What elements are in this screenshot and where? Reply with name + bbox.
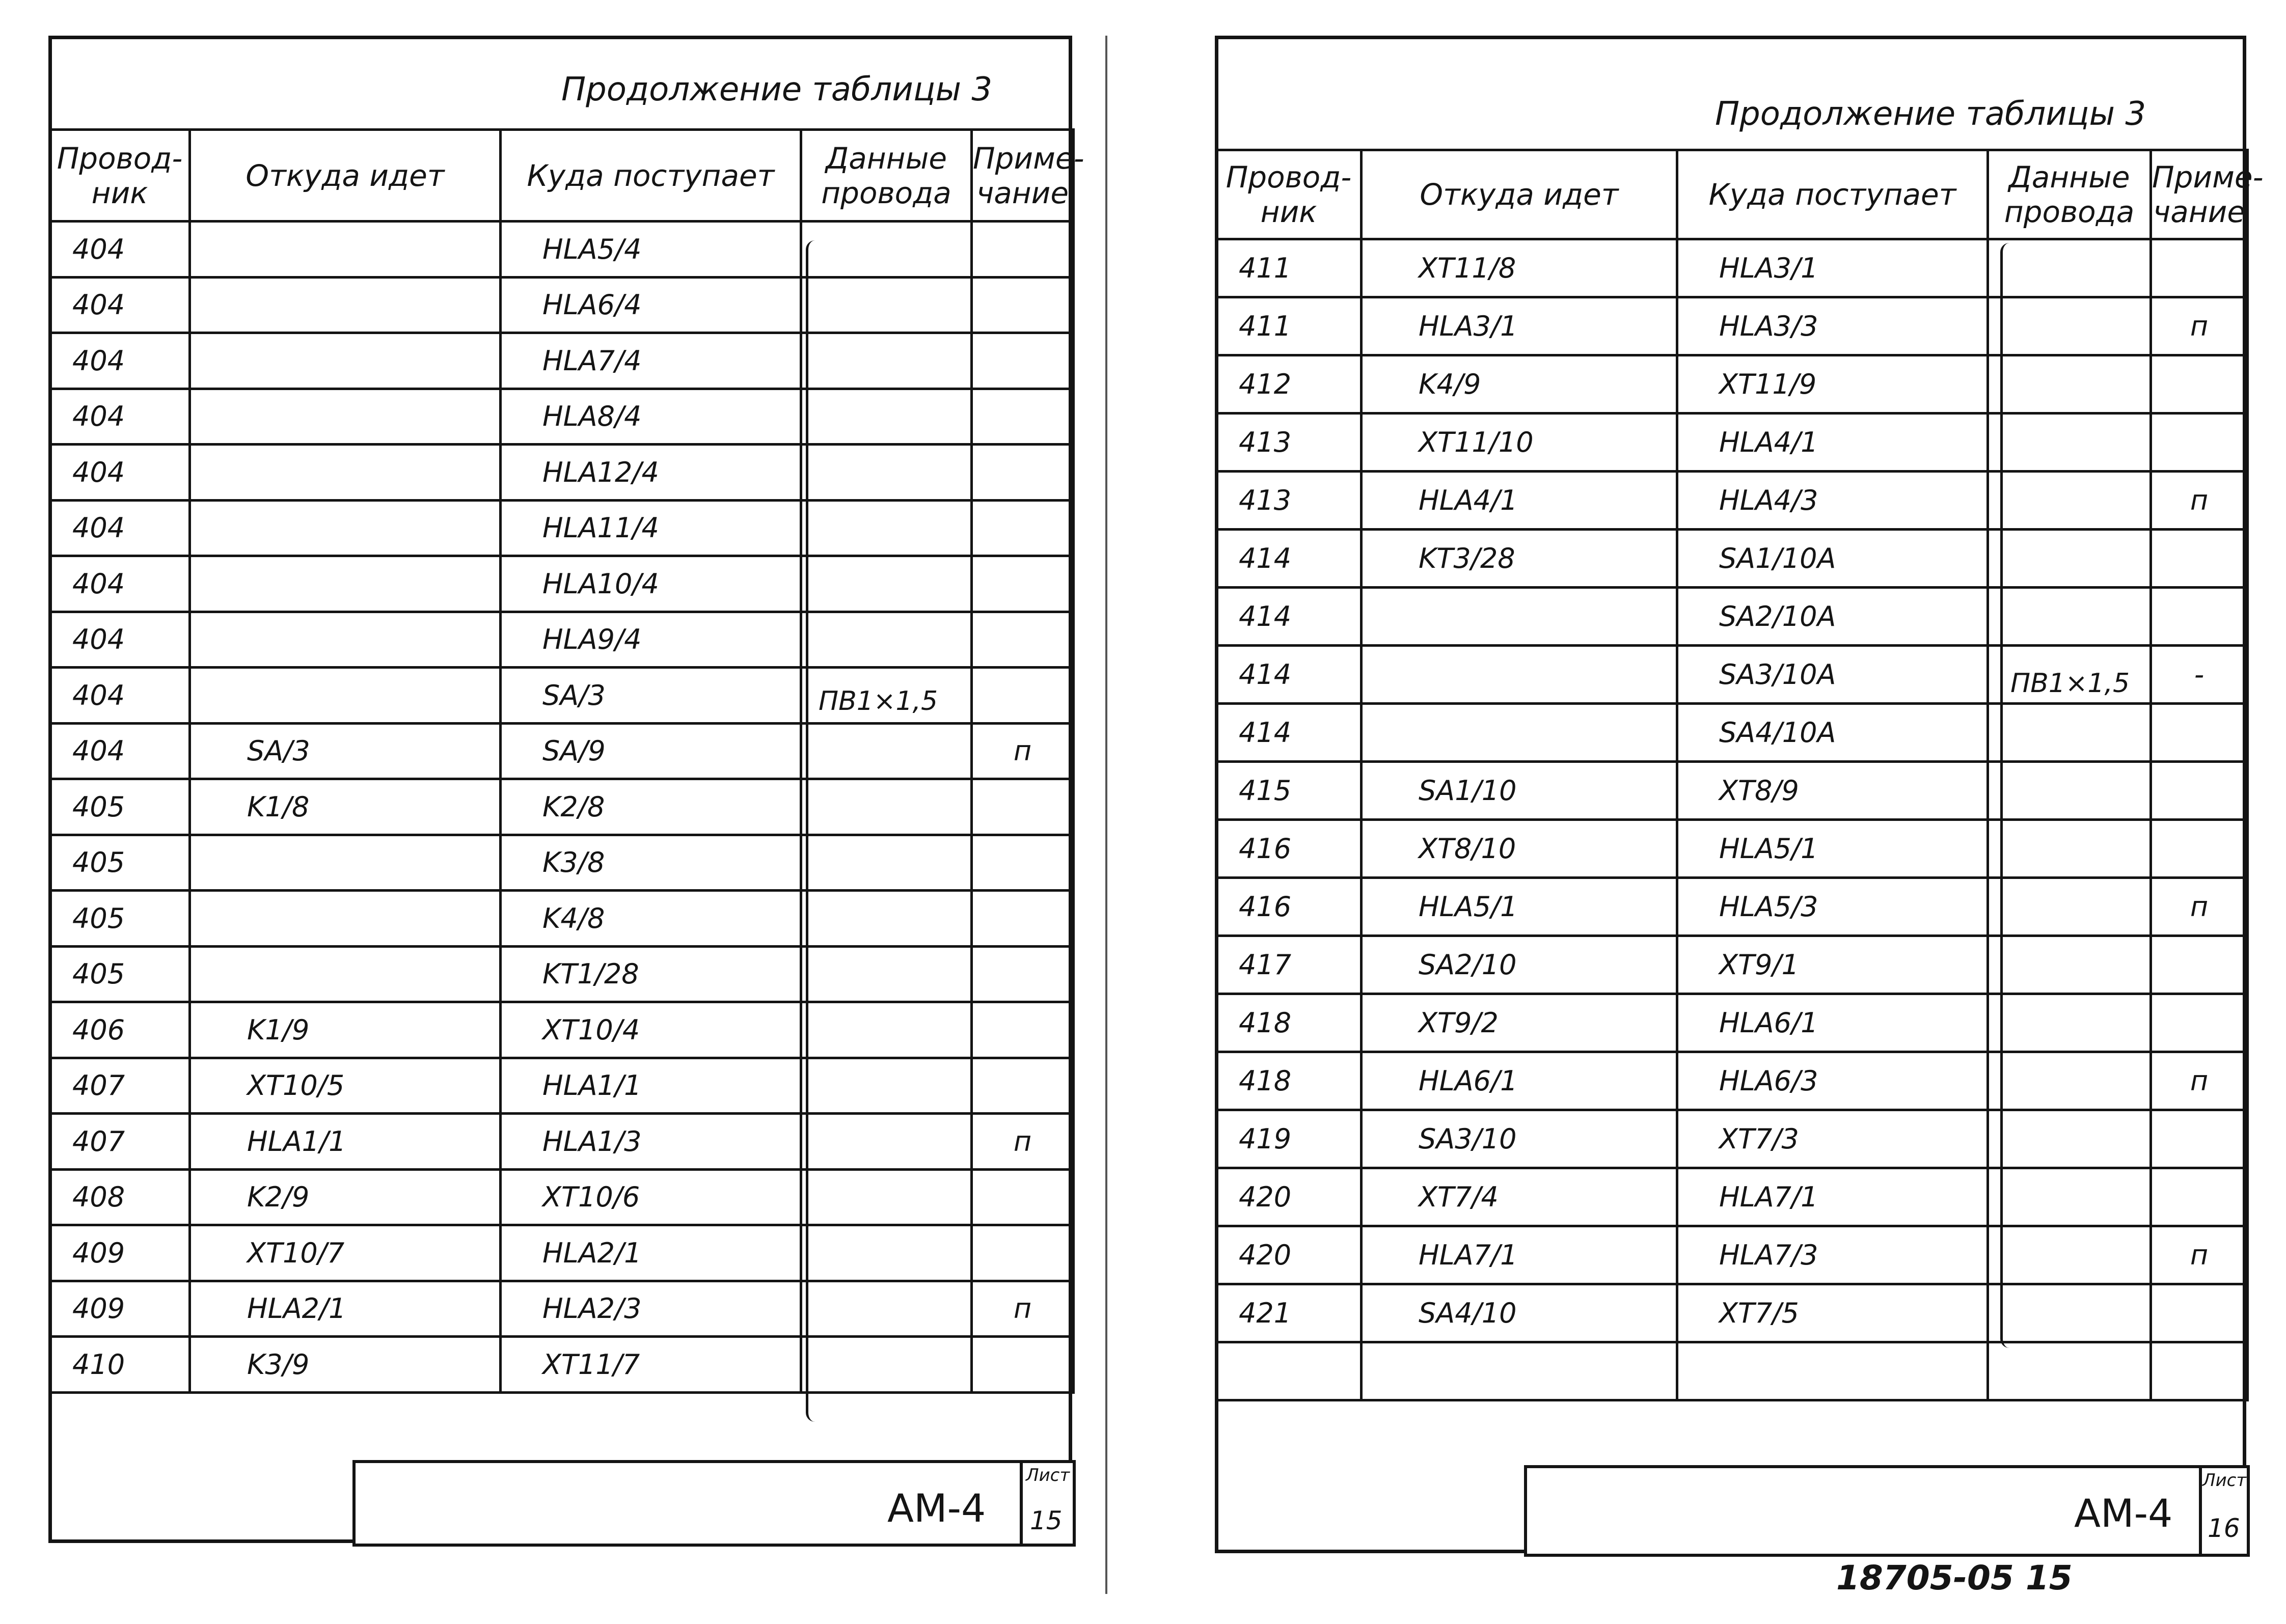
cell-from: K1/8 <box>190 779 501 835</box>
left-sheet-title: Продолжение таблицы 3 <box>561 71 993 108</box>
cell-note <box>2151 820 2248 878</box>
right-data-brace <box>2000 243 2015 1348</box>
table-row <box>50 723 1074 779</box>
cell-wire: 404 <box>50 389 190 445</box>
right-sheet-title: Продолжение таблицы 3 <box>1715 95 2146 133</box>
cell-to: SA2/10A <box>1677 588 1988 646</box>
table-row <box>50 1058 1074 1114</box>
cell-from <box>190 835 501 891</box>
cell-note <box>2151 762 2248 820</box>
cell-from: XT11/10 <box>1362 414 1677 472</box>
page-divider <box>1105 36 1107 1594</box>
cell-wire: 404 <box>50 668 190 724</box>
cell-note <box>972 1058 1074 1114</box>
cell-to: HLA2/3 <box>501 1281 801 1337</box>
cell-wire: 420 <box>1216 1168 1362 1226</box>
cell-note <box>972 277 1074 333</box>
right-table-body <box>1216 239 2248 1400</box>
cell-from <box>1362 646 1677 704</box>
cell-wire: 404 <box>50 500 190 556</box>
header-data: Данные провода <box>801 130 972 222</box>
cell-note <box>972 500 1074 556</box>
cell-wire: 406 <box>50 1002 190 1058</box>
cell-data <box>801 1002 972 1058</box>
cell-wire: 413 <box>1216 472 1362 530</box>
table-row <box>1216 472 2248 530</box>
cell-note <box>972 891 1074 947</box>
table-row <box>50 333 1074 389</box>
cell-wire: 417 <box>1216 936 1362 994</box>
right-sheet-number: 16 <box>2208 1513 2240 1543</box>
cell-to: HLA1/1 <box>501 1058 801 1114</box>
cell-from: HLA2/1 <box>190 1281 501 1337</box>
cell-note <box>972 445 1074 501</box>
cell-from <box>190 556 501 612</box>
cell-to: HLA3/3 <box>1677 297 1988 355</box>
header-from: Откуда идет <box>1362 150 1677 239</box>
table-row <box>50 500 1074 556</box>
table-row <box>1216 588 2248 646</box>
cell-from <box>190 891 501 947</box>
cell-to: HLA10/4 <box>501 556 801 612</box>
header-to: Куда поступает <box>501 130 801 222</box>
cell-wire: 421 <box>1216 1284 1362 1342</box>
cell-to: XT8/9 <box>1677 762 1988 820</box>
cell-note: п <box>972 1114 1074 1170</box>
table-row <box>1216 414 2248 472</box>
cell-wire: 416 <box>1216 820 1362 878</box>
cell-to: HLA7/3 <box>1677 1226 1988 1284</box>
cell-wire: 407 <box>50 1058 190 1114</box>
cell-note: п <box>2151 878 2248 936</box>
header-note: Приме- чание <box>2151 150 2248 239</box>
cell-from <box>190 668 501 724</box>
cell-wire: 413 <box>1216 414 1362 472</box>
table-row <box>1216 1226 2248 1284</box>
cell-wire: 414 <box>1216 704 1362 762</box>
cell-note <box>972 1337 1074 1393</box>
cell-data <box>801 556 972 612</box>
cell-note <box>972 612 1074 668</box>
cell-to: XT9/1 <box>1677 936 1988 994</box>
table-row <box>1216 355 2248 414</box>
cell-data <box>801 723 972 779</box>
cell-from: HLA4/1 <box>1362 472 1677 530</box>
cell-from: K2/9 <box>190 1169 501 1225</box>
table-row <box>50 389 1074 445</box>
cell-wire: 405 <box>50 779 190 835</box>
cell-from: XT9/2 <box>1362 994 1677 1052</box>
cell-note <box>2151 936 2248 994</box>
cell-wire: 409 <box>50 1225 190 1281</box>
table-row <box>50 222 1074 278</box>
table-row <box>1216 994 2248 1052</box>
cell-data <box>801 222 972 278</box>
cell-data <box>801 1337 972 1393</box>
cell-note <box>2151 530 2248 588</box>
cell-data <box>801 333 972 389</box>
cell-note <box>2151 1168 2248 1226</box>
cell-note <box>2151 1284 2248 1342</box>
cell-to: HLA7/1 <box>1677 1168 1988 1226</box>
table-row <box>50 835 1074 891</box>
cell-note <box>2151 994 2248 1052</box>
table-row <box>50 1281 1074 1337</box>
cell-wire: 404 <box>50 556 190 612</box>
cell-wire: 410 <box>50 1337 190 1393</box>
cell-to: HLA4/3 <box>1677 472 1988 530</box>
cell-from: SA3/10 <box>1362 1110 1677 1168</box>
cell-wire: 404 <box>50 723 190 779</box>
cell-to: SA4/10A <box>1677 704 1988 762</box>
cell-wire <box>1216 1342 1362 1400</box>
cell-to: XT11/7 <box>501 1337 801 1393</box>
cell-note <box>972 1169 1074 1225</box>
cell-to: K3/8 <box>501 835 801 891</box>
cell-to: HLA6/1 <box>1677 994 1988 1052</box>
table-row <box>1216 297 2248 355</box>
cell-wire: 412 <box>1216 355 1362 414</box>
table-row <box>50 1225 1074 1281</box>
cell-to: SA/3 <box>501 668 801 724</box>
cell-note: п <box>972 1281 1074 1337</box>
cell-from <box>190 445 501 501</box>
table-row <box>1216 820 2248 878</box>
cell-from: SA4/10 <box>1362 1284 1677 1342</box>
cell-to: K2/8 <box>501 779 801 835</box>
right-doc-code: АМ-4 <box>2074 1491 2173 1536</box>
cell-from: XT7/4 <box>1362 1168 1677 1226</box>
cell-wire: 405 <box>50 946 190 1002</box>
bottom-document-code: 18705-05 15 <box>1836 1558 2073 1598</box>
cell-from: SA2/10 <box>1362 936 1677 994</box>
cell-wire: 419 <box>1216 1110 1362 1168</box>
cell-to: XT10/4 <box>501 1002 801 1058</box>
cell-from <box>190 222 501 278</box>
table-row <box>1216 704 2248 762</box>
cell-note: п <box>2151 297 2248 355</box>
cell-wire: 411 <box>1216 297 1362 355</box>
cell-from <box>190 389 501 445</box>
cell-from: K3/9 <box>190 1337 501 1393</box>
left-doc-code: АМ-4 <box>887 1485 986 1531</box>
cell-data <box>801 1225 972 1281</box>
cell-to: HLA7/4 <box>501 333 801 389</box>
cell-to: HLA1/3 <box>501 1114 801 1170</box>
cell-wire: 414 <box>1216 588 1362 646</box>
cell-to: HLA11/4 <box>501 500 801 556</box>
table-row <box>50 556 1074 612</box>
cell-from: HLA7/1 <box>1362 1226 1677 1284</box>
cell-data <box>801 1058 972 1114</box>
cell-note <box>972 779 1074 835</box>
table-row <box>50 612 1074 668</box>
cell-to: HLA5/3 <box>1677 878 1988 936</box>
cell-data <box>801 891 972 947</box>
cell-from: SA/3 <box>190 723 501 779</box>
cell-to: HLA5/1 <box>1677 820 1988 878</box>
cell-data <box>801 835 972 891</box>
header-wire: Провод- ник <box>1216 150 1362 239</box>
cell-to: HLA5/4 <box>501 222 801 278</box>
table-row <box>1216 239 2248 297</box>
cell-to: HLA2/1 <box>501 1225 801 1281</box>
cell-wire: 408 <box>50 1169 190 1225</box>
cell-from: HLA3/1 <box>1362 297 1677 355</box>
cell-to: SA3/10A <box>1677 646 1988 704</box>
table-row <box>50 891 1074 947</box>
cell-from: SA1/10 <box>1362 762 1677 820</box>
cell-note <box>2151 414 2248 472</box>
cell-data <box>801 779 972 835</box>
left-sheet-number: 15 <box>1030 1506 1063 1535</box>
cell-to: XT11/9 <box>1677 355 1988 414</box>
right-sheet-label: Лист <box>2202 1470 2247 1491</box>
cell-to: HLA8/4 <box>501 389 801 445</box>
cell-data <box>801 445 972 501</box>
cell-note <box>972 389 1074 445</box>
cell-to: SA1/10A <box>1677 530 1988 588</box>
cell-note <box>2151 1110 2248 1168</box>
cell-from <box>190 612 501 668</box>
cell-note: п <box>2151 1226 2248 1284</box>
cell-wire: 411 <box>1216 239 1362 297</box>
cell-from <box>190 277 501 333</box>
cell-from: HLA5/1 <box>1362 878 1677 936</box>
cell-note <box>2151 1342 2248 1400</box>
cell-from <box>190 333 501 389</box>
cell-wire: 405 <box>50 891 190 947</box>
cell-to: XT7/3 <box>1677 1110 1988 1168</box>
cell-wire: 414 <box>1216 530 1362 588</box>
cell-note <box>972 1225 1074 1281</box>
cell-wire: 404 <box>50 445 190 501</box>
cell-note <box>972 1002 1074 1058</box>
cell-from: XT11/8 <box>1362 239 1677 297</box>
cell-note <box>972 222 1074 278</box>
cell-to: HLA9/4 <box>501 612 801 668</box>
cell-data <box>801 500 972 556</box>
header-from: Откуда идет <box>190 130 501 222</box>
cell-data <box>801 1169 972 1225</box>
cell-wire: 407 <box>50 1114 190 1170</box>
right-sheet <box>1215 36 2264 1553</box>
cell-wire: 416 <box>1216 878 1362 936</box>
cell-note: п <box>2151 1052 2248 1110</box>
left-table-body <box>50 222 1074 1393</box>
cell-note: п <box>2151 472 2248 530</box>
cell-to <box>1677 1342 1988 1400</box>
cell-from <box>1362 588 1677 646</box>
right-wire-data: ПВ1×1,5 <box>2010 668 2130 699</box>
cell-note <box>2151 355 2248 414</box>
header-data: Данные провода <box>1988 150 2151 239</box>
cell-data <box>801 1114 972 1170</box>
cell-wire: 414 <box>1216 646 1362 704</box>
table-row <box>50 445 1074 501</box>
table-row <box>1216 1168 2248 1226</box>
cell-wire: 420 <box>1216 1226 1362 1284</box>
cell-data <box>801 389 972 445</box>
left-wire-data: ПВ1×1,5 <box>819 686 938 717</box>
cell-from <box>190 500 501 556</box>
cell-wire: 415 <box>1216 762 1362 820</box>
cell-data <box>801 277 972 333</box>
cell-wire: 404 <box>50 222 190 278</box>
cell-to: HLA3/1 <box>1677 239 1988 297</box>
left-data-brace <box>806 240 821 1422</box>
header-note: Приме- чание <box>972 130 1074 222</box>
cell-from: XT10/5 <box>190 1058 501 1114</box>
cell-data <box>801 946 972 1002</box>
cell-to: SA/9 <box>501 723 801 779</box>
cell-from: HLA1/1 <box>190 1114 501 1170</box>
cell-from: XT8/10 <box>1362 820 1677 878</box>
table-row <box>1216 1342 2248 1400</box>
cell-note: п <box>972 723 1074 779</box>
cell-note <box>972 333 1074 389</box>
left-sheet <box>48 36 1084 1543</box>
table-row <box>1216 1110 2248 1168</box>
cell-from: KT3/28 <box>1362 530 1677 588</box>
cell-note <box>2151 704 2248 762</box>
table-row <box>50 277 1074 333</box>
cell-note <box>2151 239 2248 297</box>
cell-note: - <box>2151 646 2248 704</box>
cell-wire: 409 <box>50 1281 190 1337</box>
cell-from <box>1362 1342 1677 1400</box>
cell-to: HLA6/3 <box>1677 1052 1988 1110</box>
cell-from: K1/9 <box>190 1002 501 1058</box>
table-row <box>1216 1052 2248 1110</box>
table-row <box>1216 1284 2248 1342</box>
cell-note <box>2151 588 2248 646</box>
table-row <box>1216 762 2248 820</box>
cell-wire: 404 <box>50 277 190 333</box>
cell-note <box>972 946 1074 1002</box>
cell-to: HLA12/4 <box>501 445 801 501</box>
cell-data <box>801 612 972 668</box>
cell-note <box>972 668 1074 724</box>
cell-from <box>1362 704 1677 762</box>
left-wire-table <box>48 128 1084 1394</box>
cell-wire: 404 <box>50 333 190 389</box>
cell-wire: 418 <box>1216 994 1362 1052</box>
cell-to: HLA6/4 <box>501 277 801 333</box>
right-wire-table <box>1215 149 2264 1401</box>
cell-from: K4/9 <box>1362 355 1677 414</box>
table-row <box>50 1114 1074 1170</box>
table-row <box>1216 878 2248 936</box>
table-row <box>50 1002 1074 1058</box>
cell-note <box>972 835 1074 891</box>
left-sheet-label: Лист <box>1026 1465 1070 1485</box>
cell-to: HLA4/1 <box>1677 414 1988 472</box>
cell-wire: 405 <box>50 835 190 891</box>
cell-to: XT10/6 <box>501 1169 801 1225</box>
table-row <box>1216 936 2248 994</box>
cell-data <box>801 1281 972 1337</box>
cell-to: KT1/28 <box>501 946 801 1002</box>
cell-to: XT7/5 <box>1677 1284 1988 1342</box>
cell-to: K4/8 <box>501 891 801 947</box>
cell-data <box>1988 1342 2151 1400</box>
cell-from <box>190 946 501 1002</box>
table-row <box>50 779 1074 835</box>
table-row <box>50 946 1074 1002</box>
cell-from: XT10/7 <box>190 1225 501 1281</box>
header-wire: Провод- ник <box>50 130 190 222</box>
cell-note <box>972 556 1074 612</box>
table-row <box>50 1337 1074 1393</box>
header-to: Куда поступает <box>1677 150 1988 239</box>
cell-from: HLA6/1 <box>1362 1052 1677 1110</box>
cell-wire: 418 <box>1216 1052 1362 1110</box>
table-row <box>1216 530 2248 588</box>
cell-wire: 404 <box>50 612 190 668</box>
table-row <box>50 1169 1074 1225</box>
